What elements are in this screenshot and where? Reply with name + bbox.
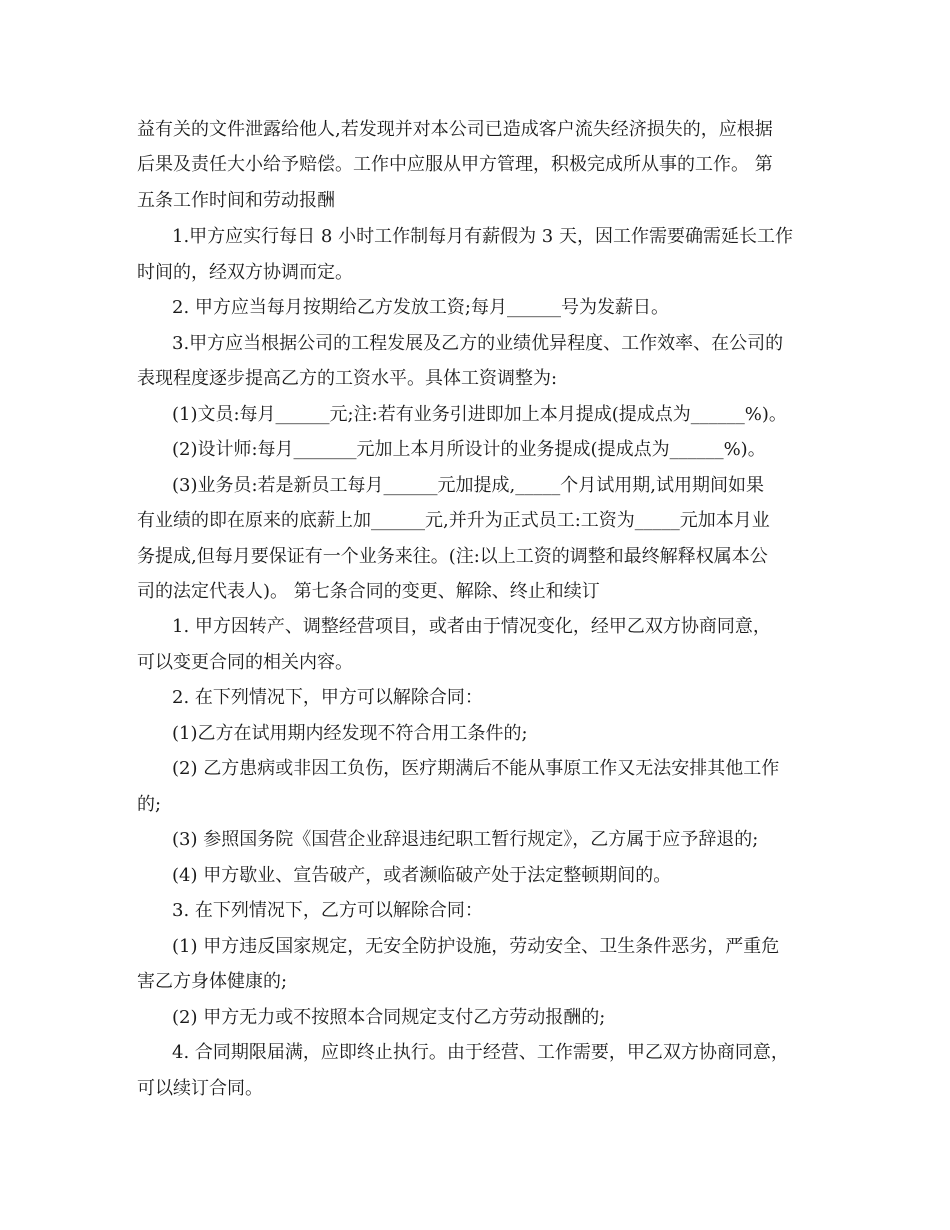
text-line: (3)业务员:若是新员工每月______元加提成,_____个月试用期,试用期间如果 (172, 475, 765, 496)
text-line: (1)乙方在试用期内经发现不符合用工条件的; (172, 723, 528, 744)
text-line: 的; (137, 794, 162, 815)
text-line: (1) 甲方违反国家规定，无安全防护设施，劳动安全、卫生条件恶劣，严重危 (172, 936, 780, 957)
text-line: (2) 甲方无力或不按照本合同规定支付乙方劳动报酬的; (172, 1007, 606, 1028)
text-line: 1. 甲方因转产、调整经营项目，或者由于情况变化，经甲乙双方协商同意， (172, 616, 771, 637)
text-line: (2) 乙方患病或非因工负伤，医疗期满后不能从事原工作又无法安排其他工作 (172, 758, 780, 779)
text-line: 3. 在下列情况下，乙方可以解除合同： (172, 900, 483, 921)
text-line: 后果及责任大小给予赔偿。工作中应服从甲方管理，积极完成所从事的工作。 第 (137, 154, 773, 175)
text-line: 1.甲方应实行每日 8 小时工作制每月有薪假为 3 天，因工作需要确需延长工作 (172, 226, 793, 247)
text-line: 2. 在下列情况下，甲方可以解除合同： (172, 687, 483, 708)
text-line: 务提成,但每月要保证有一个业务来往。(注:以上工资的调整和最终解释权属本公 (137, 546, 768, 567)
text-line: 时间的，经双方协调而定。 (137, 262, 353, 283)
text-line: 害乙方身体健康的; (137, 971, 288, 992)
text-line: (4) 甲方歇业、宣告破产，或者濒临破产处于法定整顿期间的。 (172, 865, 672, 886)
text-line: 可以续订合同。 (137, 1078, 263, 1099)
text-line: 五条工作时间和劳动报酬 (137, 190, 335, 211)
text-line: 司的法定代表人)。 第七条合同的变更、解除、终止和续订 (137, 581, 600, 602)
text-line: 表现程度逐步提高乙方的工资水平。具体工资调整为: (137, 368, 558, 389)
text-line: 2. 甲方应当每月按期给乙方发放工资;每月______号为发薪日。 (172, 297, 669, 318)
text-line: 3.甲方应当根据公司的工程发展及乙方的业绩优异程度、工作效率、在公司的 (172, 333, 784, 354)
text-line: 益有关的文件泄露给他人,若发现并对本公司已造成客户流失经济损失的，应根据 (137, 119, 773, 140)
text-line: 4. 合同期限届满，应即终止执行。由于经营、工作需要，甲乙双方协商同意， (172, 1042, 789, 1063)
text-line: 可以变更合同的相关内容。 (137, 652, 353, 673)
text-line: (2)设计师:每月_______元加上本月所设计的业务提成(提成点为______%)。 (172, 439, 766, 460)
text-line: (1)文员:每月______元;注:若有业务引进即加上本月提成(提成点为______%)。 (172, 404, 787, 425)
text-line: (3) 参照国务院《国营企业辞退违纪职工暂行规定》，乙方属于应予辞退的; (172, 829, 759, 850)
text-line: 有业绩的即在原来的底薪上加______元,并升为正式员工:工资为_____元加本月业 (137, 510, 770, 531)
